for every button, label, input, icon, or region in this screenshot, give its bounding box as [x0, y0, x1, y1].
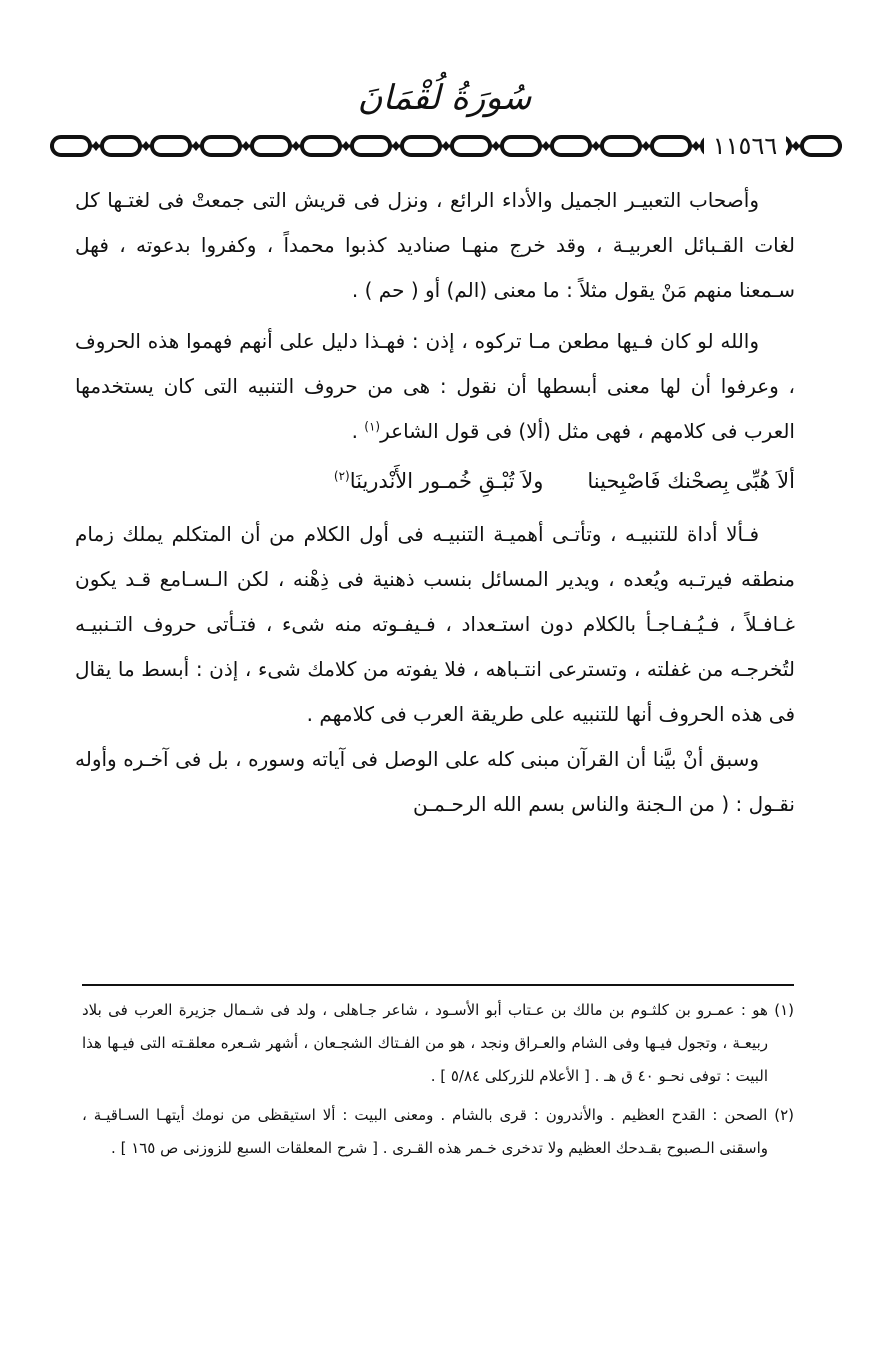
paragraph: فـألا أداة للتنبيـه ، وتأتـى أهميـة التنبيـه فى أول الكلام من أن المتكلم يملك زمام منطقه فيرتـبه ويُعده ، ويدير المسائل بنسب ذهنية فى ذِهْنه ، لكن الـسـامع قـد يكون غـافـلاً ، فـيُـفـاجـأ بالكلام دون استـعداد ، فـيفـوته منه شىء ، فتـأتى حروف التـنبيـه لتُخرجـه من غفلته ، وتسترعى انتـباهه ، فلا يفوته من كلامك شىء ، إذن : أبسط ما يقال فى هذه الحروف أنها للتنبيه على طريقة العرب فى كلامهم . — [75, 522, 795, 726]
border-oval — [652, 137, 690, 155]
surah-title: سُورَةُ لُقْمَانَ — [357, 78, 532, 118]
border-oval — [102, 137, 140, 155]
border-diamond — [492, 141, 500, 151]
paragraph — [75, 319, 795, 454]
footnote-ref: (١) — [364, 419, 381, 434]
paragraph-tail: . — [351, 419, 365, 443]
footnote-ref: (٢) — [333, 469, 350, 483]
verse-second-hemistich: ولاَ تُبْـقِ خُمـور الأَنْدرينَا — [349, 469, 544, 493]
border-oval — [252, 137, 290, 155]
border-oval — [52, 137, 90, 155]
border-diamond — [792, 141, 800, 151]
border-diamond — [642, 141, 650, 151]
poetry-verse — [75, 458, 795, 504]
border-diamond — [442, 141, 450, 151]
border-oval — [502, 137, 540, 155]
border-diamond — [92, 141, 100, 151]
paragraph: وأصحاب التعبيـر الجميل والأداء الرائع ، ونزل فى قريش التى جمعتْ فى لغتـها كل لغات القـبائل العربيـة ، وقد خرج منهـا صناديد كذبوا محمداً ، وكفروا بدعوته ، فهل سـمعنا منهم مَنْ يقول مثلاً : ما معنى (الم) أو ( حم ) . — [75, 188, 795, 302]
border-oval — [602, 137, 640, 155]
footnotes — [82, 994, 794, 1165]
page-number: ١١٥٦٦ — [704, 131, 786, 161]
border-oval — [552, 137, 590, 155]
border-diamond — [242, 141, 250, 151]
main-text — [75, 178, 795, 829]
border-oval — [352, 137, 390, 155]
border-diamond — [542, 141, 550, 151]
border-oval — [402, 137, 440, 155]
paragraph-text: والله لو كان فـيها مطعن مـا تركوه ، إذن : فهـذا دليل على أنهم فهموا هذه الحروف ، وعرفوا أن لها معنى أبسطها أن نقول : هى من حروف التنبيه التى كان يستخدمها العرب فى كلامهم ، فهى مثل (ألا) فى قول الشاعر — [75, 329, 795, 443]
border-diamond — [292, 141, 300, 151]
border-diamond — [592, 141, 600, 151]
footnote: (١) هو : عمـرو بن كلثـوم بن مالك بن عـتاب أبو الأسـود ، شاعر جـاهلى ، ولد فى شـمال جزيرة العرب فى بلاد ربيعـة ، وتجول فيـها وفى الشام والعـراق ونجد ، هو من الفـتاك الشجـعان ، أشهر شـعره معلقـته التى فيـها هذا البيت : توفى نحـو ٤٠ ق هـ . [ الأعلام للزركلى ٥/٨٤ ] . — [82, 1001, 794, 1085]
verse-first-hemistich: ألاَ هُبِّى بِصحْنك فَاصْبِحينا — [587, 469, 795, 493]
border-diamond — [342, 141, 350, 151]
border-oval — [152, 137, 190, 155]
paragraph: وسبق أنْ بيَّنا أن القرآن مبنى كله على الوصل فى آياته وسوره ، بل فى آخـره وأوله نقـول : ( من الـجنة والناس بسم الله الرحـمـن — [75, 747, 795, 816]
border-oval — [802, 137, 840, 155]
border-oval — [452, 137, 490, 155]
border-diamond — [192, 141, 200, 151]
border-diamond — [392, 141, 400, 151]
footnote: (٢) الصحن : القدح العظيم . والأندرون : قرى بالشام . ومعنى البيت : ألا استيقظى من نومك أيتهـا السـاقيـة ، واسقنى الـصبوح بقـدحك العظيم ولا تدخرى خـمر هذه القـرى . [ شرح المعلقات السبع للزوزنى ص ١٦٥ ] . — [82, 1106, 794, 1157]
border-diamond — [692, 141, 700, 151]
border-diamond — [142, 141, 150, 151]
border-oval — [302, 137, 340, 155]
border-oval — [202, 137, 240, 155]
footnote-separator — [82, 984, 794, 986]
